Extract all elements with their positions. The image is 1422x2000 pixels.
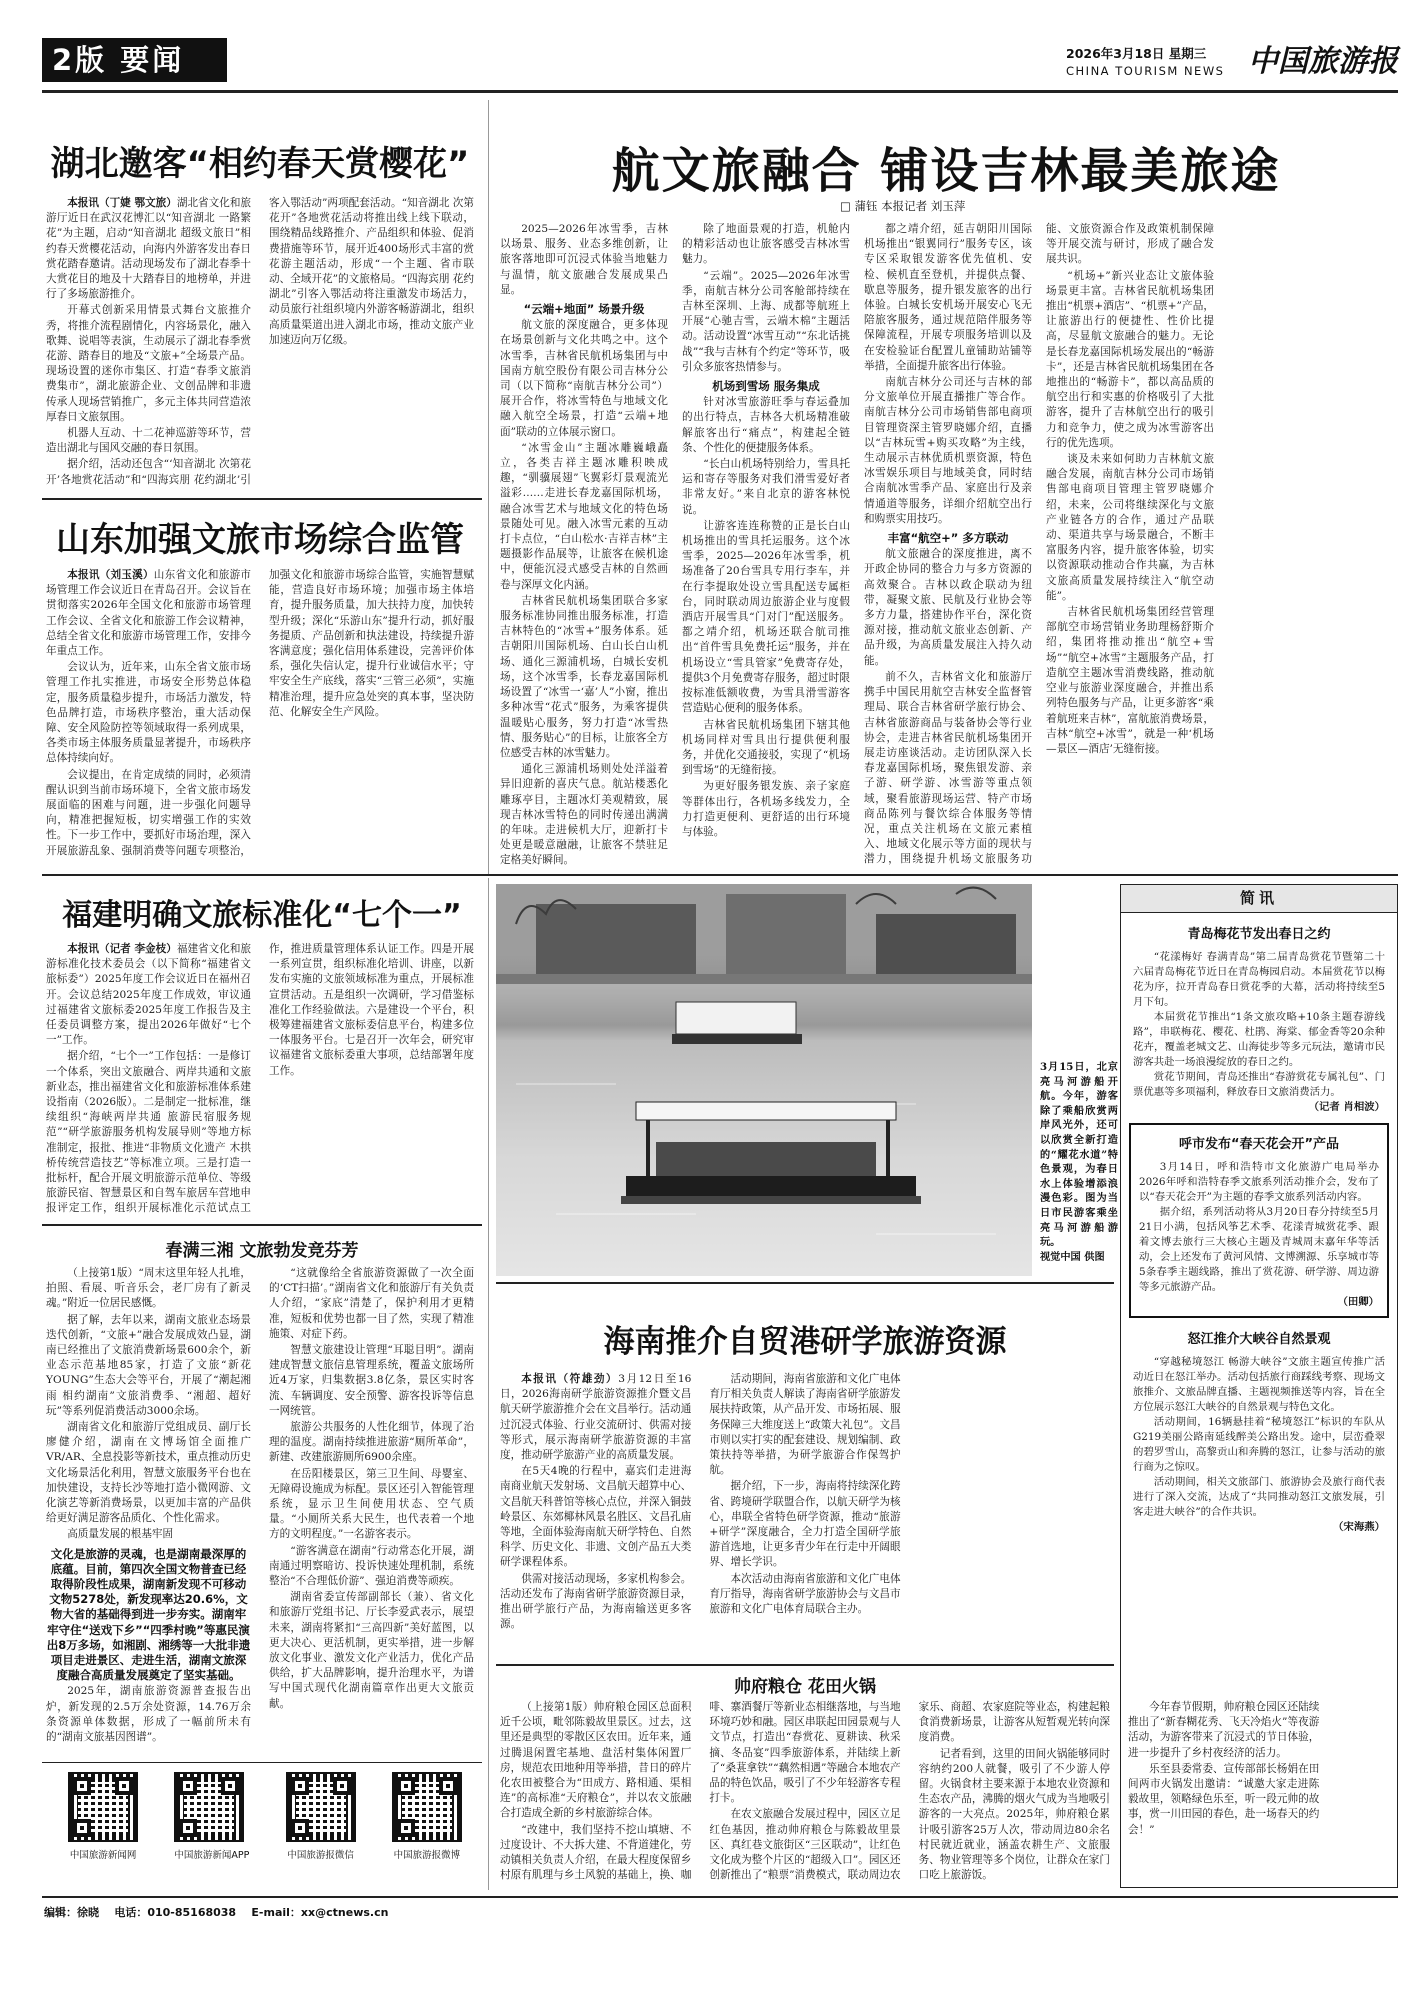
section-label: 2版 要闻	[52, 43, 185, 77]
hunan-headline: 春满三湘 文旅勃发竞芬芳	[165, 1241, 359, 1261]
divider	[42, 1762, 482, 1763]
qingdao-body: “花漾梅好 春满青岛”第二届青岛赏花节暨第二十六届青岛梅花节近日在青岛梅园启动。本届赏花节以梅花为序，拉开青岛春日赏花季的大幕，活动将持续至5月下旬。 本届赏花节推出“1条文旅攻略+10条主题春游线路”，串联梅花、樱花、杜鹃、海棠、郁金香等20余种花卉，覆盖老城文艺、山海徒步等多元玩法，邀请市民游客共赴一场浪漫绽放的春日之约。 赏花节期间，青岛还推出“春游赏花专属礼包”、门票优惠等多项福利，释放春日文旅消费活力。 （记者 肖相波）	[1133, 951, 1385, 1113]
nujiang-body: “穿越秘境怒江 畅游大峡谷”文旅主题宣传推广活动近日在怒江举办。活动包括旅行商踩线考察、现场文旅推介、文旅品牌直播、主题视频推送等内容，旨在全方位展示怒江大峡谷的自然景观与特色文化。 活动期间，16辆悬挂着“秘境怒江”标识的车队从G219美丽公路南延线醉美公路出发。途中，层峦叠翠的碧罗雪山，高黎贡山和奔腾的怒江，让参与活动的旅行商为之惊叹。 活动期间，相关文旅部门、旅游协会及旅行商代表进行了深入交流，达成了“共同推动怒江文旅发展，引客走进大峡谷”的合作共识。 （宋海燕）	[1133, 1356, 1385, 1533]
hunan-body: （上接第1版）“周末这里年轻人扎堆，拍照、看展、听音乐会，老厂房有了新灵魂。”附近一位居民感慨。 据了解，去年以来，湖南文旅业态场景迭代创新，“文旅+”融合发展成效凸显，湖南已经推出了文旅消费新场景600余个，新业态示范基地85家，打造了文旅“新花YOUNG”生态大会等平台，开展了“潮起湘雨 相约湖南”文旅消费季、“湘超、超好玩”等系列促消费活动3000余场。 湖南省文化和旅游厅党组成员、副厅长廖健介绍，湖南在文博场馆全面推广VR/AR、全息投影等新技术，重点推动历史文化场景活化利用，智慧文旅服务平台也在加快建设，支持长沙等地打造小微网游、文化演艺等新消费场景，以更加丰富的产品供给更好满足游客品质化、个性化需求。 高质量发展的根基牢固 文化是旅游的灵魂，也是湖南最深厚的底蕴。目前，第四次全国文物普查已经取得阶段性成果，湖南新发现不可移动文物5278处，新发现率达20.6%，文物大省的基础得到进一步夯实。湖南牢牢守住“送戏下乡”“四季村晚”等惠民演出8万多场，如湘剧、湘绣等一大批非遗项目走进景区、走进生活，湖南文旅深度融合高质量发展奠定了坚实基础。 2025年，湖南旅游资源普查报告出炉，新发现的2.5万余处资源，14.76万余条资源单体数据，形成了一幅前所未有的“湖南文旅基因图谱”。 “这就像给全省旅游资源做了一次全面的‘CT扫描’。”湖南省文化和旅游厅有关负责人介绍，“家底”清楚了，保护利用才更精准，短板和优势也都一目了然，实现了精准施策、对症下药。 智慧文旅建设让管理“耳聪目明”。湖南建成智慧文旅信息管理系统，覆盖文旅场所近4万家，归集数据3.8亿条，景区实时客流、车辆调度、安全预警、游客投诉等信息一网统管。 旅游公共服务的人性化细节，体现了治理的温度。湖南持续推进旅游“厕所革命”，新建、改建旅游厕所6900余座。 在岳阳楼景区，第三卫生间、母婴室、无障碍设施成为标配。景区还引入智能管理系统，显示卫生间使用状态、空气质量。“小厕所关系大民生，也代表着一个地方的文明程度。”一名游客表示。 “游客满意在湖南”行动常态化开展，湖南通过明察暗访、投诉快速处理机制，系统整治“不合理低价游”、强迫消费等顽疾。 湖南省委宣传部副部长（兼）、省文化和旅游厅党组书记、厅长李爱武表示，展望未来，湖南将紧扣“三高四新”美好蓝图，以更大决心、更活机制，更实举措，进一步解放文化事业、激发文化产业活力，优化产品供给，扩大品牌影响，提升治理水平，为谱写中国式现代化湖南篇章作出更大文旅贡献。	[46, 1267, 474, 1744]
section-tab	[42, 38, 227, 82]
brief-news-sidebar	[1120, 884, 1398, 1888]
qr-code-icon	[286, 1772, 356, 1842]
boat-photo-illustration	[496, 884, 1032, 1276]
boat-near	[621, 1102, 921, 1204]
hubei-body: 本报讯（丁婕 鄂文旅）湖北省文化和旅游厅近日在武汉花博汇以“知音湖北 一路繁花”为主题，启动“知音湖北 超级文旅日”相约春天赏樱花活动，向海内外游客发出春日赏花踏春邀请。活动现场发布了湖北春季十大赏花目的地及十大踏春目的地榜单，并进行了多场旅游推介。 开幕式创新采用情景式舞台文旅推介秀，将推介流程剧情化，内容场景化，融入歌舞、说唱等表演，生动展示了湖北春季赏花游、踏春目的地及“文旅+”全场景产品。现场设置的迷你市集区、打造“春季文旅消费集市”，湖北旅游企业、文创品牌和非遗传承人现场营销推广，多元主体共同营造浓厚春日文旅氛围。 机器人互动、十二花神巡游等环节，营造出湖北与国风交融的春日氛围。 据介绍，活动还包含“‘知音湖北 次第花开’各地赏花活动”和“四海宾朋 花约湖北’引客入鄂活动”两项配套活动。“知音湖北 次第花开”各地赏花活动将推出线上线下联动，围绕精品线路推介、产品组织和体验、促消费措施等环节，展开近400场形式丰富的赏花游主题活动，形成“一个主题、省市联动、全域开花”的文旅格局。“四海宾朋 花约湖北”引客入鄂活动将注重激发市场活力，动员旅行社组织境内外游客畅游湖北，组织高质量渠道出进入湖北市场，推动文旅产业加速迈向万亿级。	[46, 197, 474, 486]
main-byline: □ 蒲钰 本报记者 刘玉萍	[840, 199, 966, 213]
photo-credit: 视觉中国 供图	[1040, 1250, 1105, 1263]
brief-news-label: 简讯	[1121, 885, 1397, 913]
footer-rule	[42, 1896, 1398, 1898]
fujian-headline: 福建明确文旅标准化“七个一”	[62, 898, 462, 933]
hohhot-headline: 呼市发布“春天花会开”产品	[1178, 1137, 1340, 1152]
qr-code-weibo[interactable]: 中国旅游报微博	[392, 1772, 462, 1884]
hohhot-body: 3月14日，呼和浩特市文化旅游广电局举办2026年呼和浩特春季文旅系列活动推介会，发布了以“春天花会开”为主题的春季文旅系列活动内容。 据介绍，系列活动将从3月20日春分持续至5月21日小满，包括风筝艺术季、花漾青城赏花季、跟着文博去旅行三大核心主题及青城周末嘉年华等活动，会上还发布了黄河风情、文博溯源、乐享城市等5条春季主题线路，推出了赏花游、研学游、周边游等多元旅游产品。 （田卿）	[1139, 1161, 1379, 1308]
hainan-body: 本报讯（符雄劲）3月12日至16日，2026海南研学旅游资源推介暨文昌航天研学旅游推介会在文昌举行。活动通过沉浸式体验、行业交流研讨、供需对接等形式，展示海南研学旅游资源的丰富度，推动研学旅游产业的高质量发展。 在5天4晚的行程中，嘉宾们走进海南商业航天发射场、文昌航天超算中心、文昌航天科普馆等核心点位，并深入铜鼓岭景区、东郊椰林风景名胜区、文昌孔庙等地，全面体验海南航天研学特色、自然科学、历史文化、非遗、文创产品五大类研学课程体系。 供需对接活动现场，多家机构参会。活动还发布了海南省研学旅游资源目录，推出研学旅行产品，为海南输送更多客源。 活动期间，海南省旅游和文化广电体育厅相关负责人解读了海南省研学旅游发展扶持政策，从产品开发、市场拓展、服务保障三大维度送上“政策大礼包”。文昌市则以实打实的配套建设、规划编制、政策扶持等举措，为研学旅游合作保驾护航。 据介绍，下一步，海南将持续深化跨省、跨境研学联盟合作，以航天研学为核心，串联全省特色研学资源，推动“旅游+研学”深度融合，全力打造全国研学旅游首选地，让更多青少年在行走中开阔眼界、增长学识。 本次活动由海南省旅游和文化广电体育厅指导，海南省研学旅游协会与文昌市旅游和文化广电体育局联合主办。	[500, 1373, 901, 1631]
qr-code-app[interactable]: 中国旅游新闻APP	[174, 1772, 249, 1884]
paper-english-name: CHINA TOURISM NEWS	[1066, 64, 1225, 78]
qr-code-website[interactable]: 中国旅游新闻网	[68, 1772, 138, 1884]
header-rule	[42, 90, 1398, 93]
main-headline: 航文旅融合 铺设吉林最美旅途	[611, 143, 1281, 199]
qr-code-icon	[68, 1772, 138, 1842]
issue-date: 2026年3月18日 星期三	[1066, 46, 1207, 61]
news-photo	[496, 884, 1032, 1276]
qr-code-wechat[interactable]: 中国旅游报微信	[286, 1772, 356, 1884]
photo-caption: 3月15日，北京亮马河游船开航。今年，游客除了乘船欣赏两岸风光外，还可以欣赏全新打造的“耀花水道”特色景观，为春日水上体验增添浪漫色彩。图为当日市民游客乘坐亮马河游船游玩。 视觉中国 供图	[1040, 1061, 1118, 1263]
qr-code-icon	[174, 1772, 244, 1842]
editor-phone: 电话：010-85168038	[114, 1906, 237, 1919]
divider	[42, 498, 482, 500]
hohhot-box	[1129, 1123, 1389, 1318]
qr-code-row	[50, 1772, 480, 1884]
shandong-headline: 山东加强文旅市场综合监管	[56, 520, 464, 560]
hainan-headline: 海南推介自贸港研学旅游资源	[603, 1324, 1007, 1360]
paper-logo: 中国旅游报	[1248, 44, 1398, 79]
boat-far	[672, 1002, 802, 1044]
main-body: 2025—2026年冰雪季，吉林以场景、服务、业态多维创新，让旅客落地即可沉浸式体验当地魅力与温情，航文旅融合发展成果凸显。 “云端+地面” 场景升级 航文旅的深度融合，更多体现在场景创新与文化共鸣之中。这个冰雪季，吉林省民航机场集团与中国南方航空股份有限公司吉林分公司（以下简称“南航吉林分公司”）展开合作，将冰雪特色与地域文化融入航空全场景，打造“云端+地面”联动的立体展示窗口。 “冰雪金山”主题冰雕巍峨矗立，各类吉祥主题冰雕积映成趣，“驯骥展翅”飞翼彩灯景观流光溢彩……走进长春龙嘉国际机场，融合冰雪艺术与地域文化的特色场景随处可见。融入冰雪元素的互动打卡点位，“白山松水·吉祥吉林”主题摄影作品展等，让旅客在候机途中，便能沉浸式感受吉林的自然画卷与深厚文化内涵。 吉林省民航机场集团联合多家服务标准协同推出服务标准，打造吉林特色的“冰雪+”服务体系。延吉朝阳川国际机场、白山长白山机场、通化三源浦机场，白城长安机场，这个冰雪季，长春龙嘉国际机场设置了“冰雪一‘嘉’人”小窗，推出多种冰雪“花式”服务，为乘客提供温暖贴心服务，努力打造“冰雪热情、服务贴心”的目标，让旅客全方位感受吉林的冰雪魅力。 通化三源浦机场则处处洋溢着异旧迎新的喜庆气息。航站楼悉化雕琢亭目，主题冰灯美观精致，展现吉林冰雪特色的同时传递出满满的年味。走进候机大厅，迎新打卡处更是暖意融融，让旅客不禁驻足定格美好瞬间。 除了地面景观的打造，机舱内的精彩活动也让旅客感受吉林冰雪魅力。 “云端”。2025—2026年冰雪季，南航吉林分公司客舱部持续在吉林至深圳、上海、成都等航班上开展“心驰吉雪，云端木棉”主题活动。活动设置“冰雪互动”“东北话挑战”“我与吉林有个约定”等环节，吸引众多旅客热情参与。 机场到雪场 服务集成 针对冰雪旅游旺季与春运叠加的出行特点，吉林各大机场精准破解旅客出行“痛点”，构建起全链条、个性化的便捷服务体系。 “长白山机场特别给力，雪具托运和寄存等服务对我们滑雪爱好者非常友好。”来自北京的游客林悦说。 让游客连连称赞的正是长白山机场推出的雪具托运服务。这个冰雪季，2025—2026年冰雪季，机场准备了20台雪具专用行李车，并在行李提取处设立雪具配送专属柜台，同时联动周边旅游企业与度假酒店开展雪具“门对门”配送服务。都之靖介绍，机场还联合航司推出“首件雪具免费托运”服务，并在机场设立“雪具管家”免费寄存处，提供3个月免费寄存服务，超过时限按标准低额收费，为雪具滑雪游客营造贴心便利的服务体系。 吉林省民航机场集团下辖其他机场同样对雪具出行提供便利服务，并优化交通接驳，实现了“机场到雪场”的无缝衔接。 为更好服务银发族、亲子家庭等群体出行，各机场多线发力，全力打造更便利、更舒适的出行环境与体验。 都之靖介绍，延吉朝阳川国际机场推出“银翼同行”服务专区，该专区采取银发游客优先值机、安检、候机直至登机，并提供点餐、歇息等服务，提升银发旅客的出行体验。白城长安机场开展安心飞无陪旅客服务，通过规范陪伴服务等保障流程，开展专项服务培训以及在安检验证台配置儿童铺助站铺等举措，全面提升旅客出行体验。 南航吉林分公司还与吉林的部分文旅单位开展直播推广等合作。南航吉林分公司市场销售部电商项目管理资深主管罗晓娜介绍，直播以“吉林玩雪+购买攻略”为主线，生动展示吉林优质机票资源，特色冰雪娱乐项目与地域美食，同时结合南航冰雪季产品、家庭出行及亲情通道等服务，详细介绍航空出行和购票实用技巧。 丰富“航空+” 多方联动 航文旅融合的深度推进，离不开政企协同的整合力与多方资源的高效聚合。吉林以政企联动为纽带，凝聚文旅、民航及行业协会等多方力量，搭建协作平台，深化资源对接，推动航文旅业态创新、产品升级，为高质量发展注入持久动能。 前不久，吉林省文化和旅游厅携手中国民用航空吉林安全监督管理局、联合吉林省研学旅行协会、吉林省旅游商品与装备协会等行业协会，走进吉林省民航机场集团开展走访座谈活动。走访团队深入长春龙嘉国际机场，聚焦银发游、亲子游、研学游、冰雪游等重点领域，聚看旅游现场运营、特产市场商品陈列与餐饮综合体服务等情况，重点关注机场在文旅元素植入、地域文化展示等方面的现状与潜力，围绕提升机场文旅服务功能、文旅资源合作及政策机制保障等开展交流与研讨，形成了融合发展共识。 “机场+”新兴业态让文旅体验场景更丰富。吉林省民航机场集团推出“机票+酒店”、“机票+”产品，让旅游出行的便捷性、性价比提高，尽显航文旅融合的魅力。无论是长春龙嘉国际机场发展出的“畅游卡”，还是吉林省民航机场集团在各地推出的“畅游卡”，都以高品质的航空出行和实惠的价格吸引了大批游客，提升了吉林航空出行的吸引力和竞争力，使之成为冰雪游客出行的优先选项。 谈及未来如何助力吉林航文旅融合发展，南航吉林分公司市场销售部电商项目管理主管罗晓娜介绍，未来，公司将继续深化与文旅产业链各方的合作，通过产品联动、渠道共享与场景融合，不断丰富服务内容，提升旅客体验，切实以资源联动推动合作共赢，为吉林文旅高质量发展持续注入“航空动能”。 吉林省民航机场集团经营管理部航空市场营销业务助理杨舒斯介绍，集团将推动推出“航空+雪场”“航空+冰雪”主题服务产品，打造航空主题冰雪消费线路，推动航空业与旅游业深度融合，并推出系列特色服务与产品，让更多游客“乘着航班来吉林”，富航旅消费场景，吉林“航空+冰雪”，就是一种‘机场—景区—酒店’无缝衔接。	[500, 223, 1214, 867]
qingdao-headline: 青岛梅花节发出春日之约	[1187, 927, 1331, 942]
divider	[42, 1224, 482, 1226]
hubei-headline: 湖北邀客“相约春天赏樱花”	[50, 144, 470, 184]
shandong-body: 本报讯（刘玉溪）山东省文化和旅游市场管理工作会议近日在青岛召开。会议旨在贯彻落实2026年全国文化和旅游市场管理工作会议、全省文化和旅游工作会议精神，总结全省文化和旅游市场管理工作，安排今年重点工作。 会议认为，近年来，山东全省文旅市场管理工作扎实推进，市场安全形势总体稳定，服务质量稳步提升，市场活力激发，特色品牌打造，市场秩序整治，重大活动保障、安全风险防控等领域取得一系列成果，各类市场主体服务质量显著提升，市场秩序总体持续向好。 会议提出，在肯定成绩的同时，必须清醒认识到当前市场环境下，全省文旅市场发展面临的困难与问题，进一步强化问题导向，精准把握短板，切实增强工作的实效性。下一步工作中，要抓好市场治理，深入开展旅游乱象、强制消费等问题专项整治，加强文化和旅游市场综合监管，实施智慧赋能，营造良好市场环境；加强市场主体培育，提升服务质量，加大扶持力度，加快转型升级；深化“乐游山东”提升行动，抓好服务提质、产品创新和执法建设，持续提升游客满意度；强化信用体系建设，完善评价体系，强化失信认定，提升行业诚信水平；守牢安全生产底线，落实“三管三必须”，实施精准治理，提升应急处突的真本事，坚决防范、化解安全生产风险。	[46, 569, 474, 857]
divider	[42, 874, 1398, 876]
editor-name: 编辑：徐晓	[44, 1906, 99, 1919]
column-rule	[488, 100, 489, 874]
editor-email[interactable]: E-mail：xx@ctnews.cn	[251, 1906, 389, 1919]
qr-code-icon	[392, 1772, 462, 1842]
nujiang-headline: 怒江推介大峡谷自然景观	[1187, 1332, 1331, 1347]
divider	[496, 1664, 1114, 1666]
divider	[496, 1282, 1114, 1284]
shuaifu-headline: 帅府粮仓 花田火锅	[734, 1677, 876, 1697]
column-rule	[488, 878, 489, 1890]
footer	[44, 1904, 644, 1924]
fujian-body: 本报讯（记者 李金枝）福建省文化和旅游标准化技术委员会（以下简称“福建省文旅标委”）2025年度工作会议近日在福州召开。会议总结2025年度工作成效，审议通过福建省文旅标委2025年度工作报告及主任委员调整方案，提出2026年做好“七个一”工作。 据介绍，“七个一”工作包括：一是修订一个体系，突出文旅融合、两岸共通和文旅新业态，推出福建省文化和旅游标准体系建设指南（2026版）。二是制定一批标准，继续组织“海峡两岸共通 旅游民宿服务规范”“研学旅游服务机构发展导则”等地方标准制定，报批、推进“非物质文化遗产 木拱桥传统营造技艺”等标准立项。三是打造一批标杆，配合开展文明旅游示范单位、等级旅游民宿、智慧景区和自驾车旅居车营地申报评定工作，组织开展标准化示范试点工作，推进质量管理体系认证工作。四是开展一系列宣贯，组织标准化培训、讲座，以新发布实施的文旅领域标准为重点，开展标准宣贯活动。五是组织一次调研，学习借鉴标准化工作经验做法。六是建设一个平台，积极筹建福建省文旅标委信息平台，构建多位一体服务平台。七是召开一次年会，研究审议福建省文旅标委重大事项，总结部署年度工作。	[46, 943, 474, 1215]
shuaifu-body: （上接第1版）帅府粮仓园区总面积近千公顷，毗邻陈毅故里景区。过去，这里还是典型的零散区区农田。近年来，通过腾退闲置宅基地、盘活村集体闲置厂房，规范农田地种用等举措，昔日的碎片化农田被整合为“田成方、路相通、渠相连”的高标准“天府粮仓”，并以农文旅融合打造成全新的乡村旅游综合体。 “改建中，我们坚持不挖山填塘、不过度设计、不大拆大建、不背道建化，劳动镇相关负责人介绍，在最大程度保留乡村原有肌理与乡土风貌的基础上，换、咖啡、寨酒餐厅等新业态相继落地，与当地环境巧妙和融。园区串联起田园景观与人文节点，打造出“春赏花、夏耕读、秋采摘、冬品宴”四季旅游体系，并陆续上新了“桑葚拿铁”“藕然相遇”等融合本地农产品的特色饮品，吸引了不少年轻游客专程打卡。 在农文旅融合发展过程中，园区立足红色基因，推动帅府粮仓与陈毅故里景区、真红巷文旅街区“三区联动”，让红色文化成为整个片区的“超级入口”。园区还创新推出了“粮票”消费模式，联动周边农家乐、商超、农家庭院等业态，构建起粮食消费新场景，让游客从短暂观光转向深度消费。 记者看到，这里的田间火锅能够同时容纳约200人就餐，吸引了不少游人停留。火锅食材主要来源于本地农业资源和生态农产品，沸腾的烟火气成为当地吸引游客的一大亮点。2025年，帅府粮仓累计吸引游客25万人次，带动周边80余名村民就近就业，涵盖农耕生产、文旅服务、物业管理等多个岗位，让群众在家门口吃上旅游饭。 今年春节假期，帅府粮仓园区还陆续推出了“新春糊花秀、飞天冷焰火”等夜游活动，为游客带来了沉浸式的节日体验，进一步提升了乡村夜经济的活力。 乐至县委常委、宣传部部长杨娟在田间两市火锅发出邀请：“诚邀大家走进陈毅故里，领略绿色乐至，听一段元帅的故事，赏一川田园的春色，赴一场春天的约会！”	[500, 1701, 1320, 1882]
